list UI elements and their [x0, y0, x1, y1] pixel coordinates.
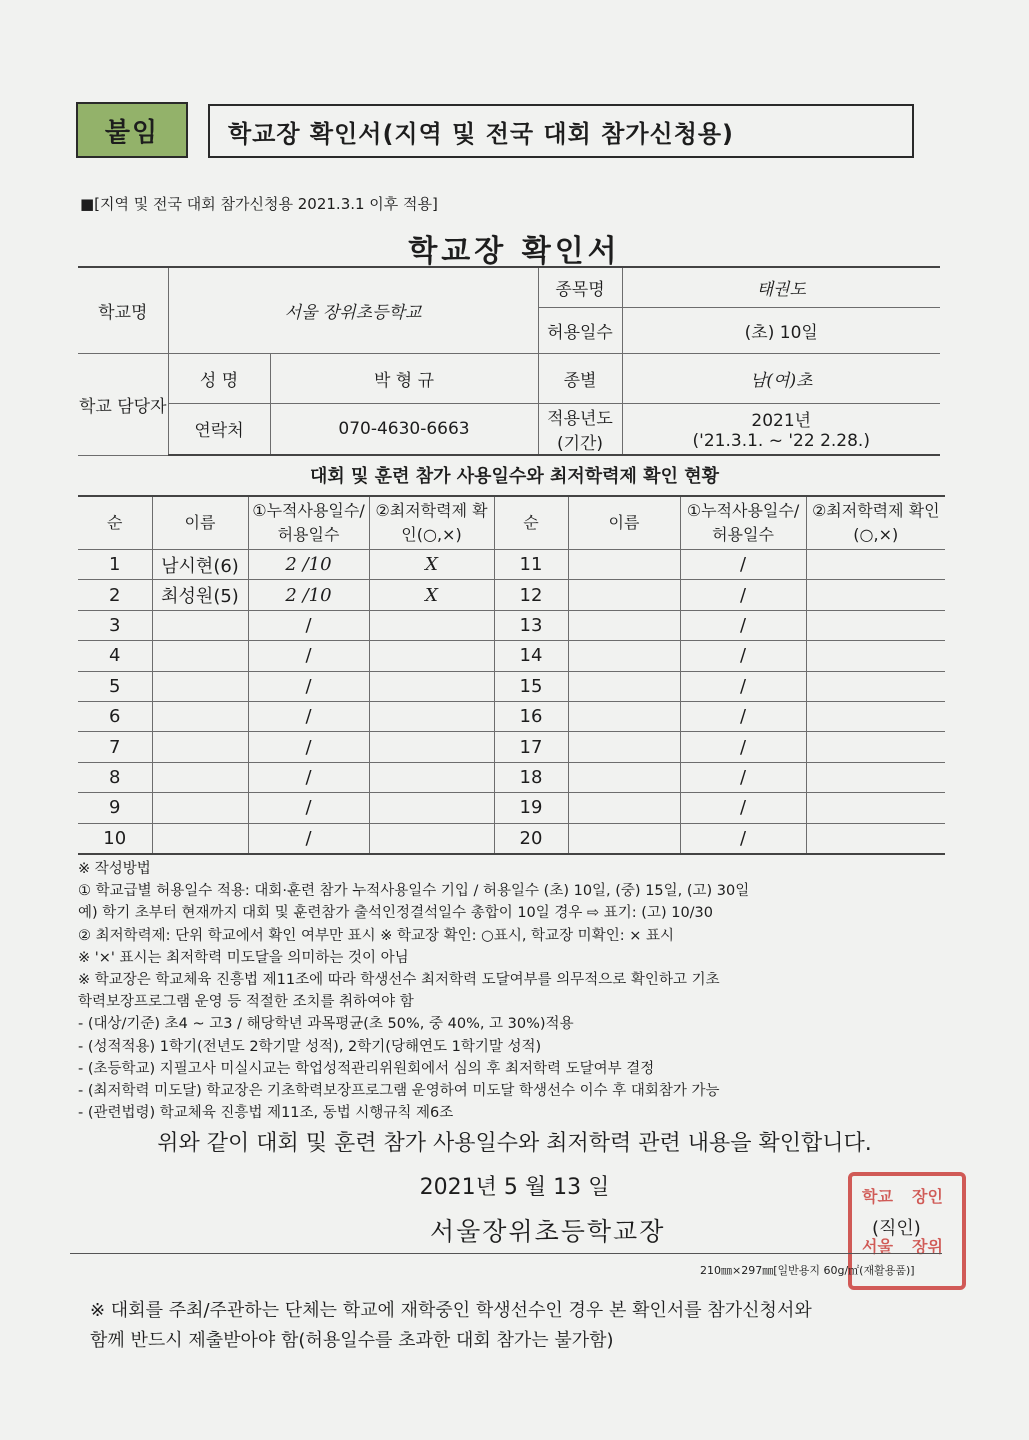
usage-days: /: [680, 610, 806, 640]
academic-check: [369, 671, 494, 701]
confirmation-statement: 위와 같이 대회 및 훈련 참가 사용일수와 최저학력 관련 내용을 확인합니다.: [157, 1131, 872, 1156]
contact-label: 연락처: [168, 403, 270, 455]
usage-days: /: [248, 641, 369, 671]
manager-label: 학교 담당자: [78, 353, 168, 455]
header-days: ①누적사용일수/허용일수: [248, 496, 369, 550]
row-number: 14: [494, 641, 568, 671]
table-row: [78, 823, 945, 854]
academic-check: [369, 732, 494, 762]
row-number: 13: [494, 610, 568, 640]
issue-date: 2021년 5 월 13 일: [419, 1175, 610, 1200]
header-check: ②최저학력제 확인(○,×): [806, 496, 945, 550]
table-row: [78, 732, 945, 762]
student-name: [152, 641, 248, 671]
usage-days: /: [680, 671, 806, 701]
usage-days: /: [680, 641, 806, 671]
student-name: [568, 671, 680, 701]
usage-days: /: [248, 823, 369, 854]
school-value: 서울 장위초등학교: [168, 267, 538, 353]
academic-check: [806, 580, 945, 610]
academic-check: X: [369, 550, 494, 580]
attachment-badge: 붙임: [76, 102, 188, 158]
row-number: 10: [78, 823, 152, 854]
student-name: [152, 823, 248, 854]
header-no: 순: [78, 496, 152, 550]
usage-days: /: [680, 823, 806, 854]
student-name: [568, 732, 680, 762]
row-number: 20: [494, 823, 568, 854]
row-number: 18: [494, 762, 568, 792]
writing-instructions: [78, 858, 958, 1124]
year-value: 2021년: [751, 411, 812, 432]
academic-check: [369, 701, 494, 731]
contact-value: 070-4630-6663: [270, 403, 538, 455]
usage-days: /: [680, 701, 806, 731]
academic-check: [369, 823, 494, 854]
student-name: 남시현(6): [152, 550, 248, 580]
year-cell: [622, 403, 940, 455]
academic-check: [806, 610, 945, 640]
row-number: 15: [494, 671, 568, 701]
application-subnote: ■[지역 및 전국 대회 참가신청용 2021.3.1 이후 적용]: [80, 195, 438, 213]
note-line: - (성적적용) 1학기(전년도 2학기말 성적), 2학기(당해연도 1학기말 성적): [78, 1038, 542, 1055]
academic-check: [369, 762, 494, 792]
manager-name-label: 성 명: [168, 353, 270, 403]
student-name: [568, 641, 680, 671]
note-line: - (초등학교) 지필고사 미실시교는 학업성적관리위원회에서 심의 후 최저학력 도달여부 결정: [78, 1060, 655, 1077]
row-number: 19: [494, 793, 568, 823]
usage-days: /: [248, 793, 369, 823]
usage-table: [78, 495, 945, 855]
usage-days: /: [680, 793, 806, 823]
student-name: [152, 793, 248, 823]
table-row: [78, 580, 945, 610]
academic-check: [806, 823, 945, 854]
student-name: [568, 823, 680, 854]
note-line: - (대상/기준) 초4 ~ 고3 / 해당학년 과목평균(초 50%, 중 40%, 고 30%)적용: [78, 1016, 574, 1033]
page-title: 학교장 확인서: [408, 234, 621, 269]
footer-notice: [90, 1296, 970, 1356]
gender-label: 종별: [538, 353, 622, 403]
academic-check: [806, 671, 945, 701]
header-check: ②최저학력제 확인(○,×): [369, 496, 494, 550]
note-line: ② 최저학력제: 단위 학교에서 확인 여부만 표시 ※ 학교장 확인: ○표시, 학교장 미확인: × 표시: [78, 927, 674, 944]
student-name: [152, 671, 248, 701]
academic-check: [806, 550, 945, 580]
student-name: [568, 762, 680, 792]
seal-label: (직인): [872, 1218, 921, 1239]
table-row: [78, 641, 945, 671]
period-value: ('21.3.1. ~ '22 2.28.): [692, 431, 870, 452]
footer-line: 함께 반드시 제출받아야 함(허용일수를 초과한 대회 참가는 불가함): [90, 1330, 614, 1351]
academic-check: [806, 641, 945, 671]
note-line: - (최저학력 미도달) 학교장은 기초학력보장프로그램 운영하여 미도달 학생선수 이수 후 대회참가 가능: [78, 1083, 720, 1100]
table-row: [78, 793, 945, 823]
table-row: [78, 671, 945, 701]
usage-days: /: [248, 701, 369, 731]
usage-days: 2 /10: [248, 580, 369, 610]
divider: [70, 1253, 942, 1254]
academic-check: [806, 732, 945, 762]
note-line: ※ 작성방법: [78, 861, 151, 877]
table-row: [78, 550, 945, 580]
row-number: 7: [78, 732, 152, 762]
academic-check: X: [369, 580, 494, 610]
student-name: 최성원(5): [152, 580, 248, 610]
row-number: 11: [494, 550, 568, 580]
academic-check: [369, 641, 494, 671]
row-number: 3: [78, 610, 152, 640]
usage-days: /: [248, 671, 369, 701]
gender-value: 남(여)초: [622, 353, 940, 403]
table-row: [78, 701, 945, 731]
paper-spec: 210㎜×297㎜[일반용지 60g/㎡(재활용품)]: [700, 1264, 915, 1277]
academic-check: [369, 610, 494, 640]
row-number: 12: [494, 580, 568, 610]
document-heading-box: 학교장 확인서(지역 및 전국 대회 참가신청용): [208, 104, 914, 158]
student-name: [568, 550, 680, 580]
sport-label: 종목명: [538, 267, 622, 307]
usage-days: 2 /10: [248, 550, 369, 580]
academic-check: [806, 762, 945, 792]
student-name: [152, 610, 248, 640]
usage-days: /: [248, 762, 369, 792]
section-title: 대회 및 훈련 참가 사용일수와 최저학력제 확인 현황: [309, 466, 719, 487]
sport-value: 태권도: [622, 267, 940, 307]
allowed-days-label: 허용일수: [538, 307, 622, 353]
student-name: [568, 701, 680, 731]
student-name: [152, 732, 248, 762]
header-name: 이름: [568, 496, 680, 550]
allowed-days-value: (초) 10일: [622, 307, 940, 353]
student-name: [152, 762, 248, 792]
official-seal-stamp: 학교 장인 서울 장위: [848, 1172, 966, 1290]
manager-name-value: 박 형 규: [270, 353, 538, 403]
row-number: 17: [494, 732, 568, 762]
row-number: 6: [78, 701, 152, 731]
principal-title: 서울장위초등학교장: [430, 1217, 666, 1246]
academic-check: [806, 701, 945, 731]
usage-days: /: [680, 732, 806, 762]
student-name: [568, 610, 680, 640]
header-no: 순: [494, 496, 568, 550]
usage-days: /: [248, 732, 369, 762]
table-row: [78, 762, 945, 792]
note-line: ① 학교급별 허용일수 적용: 대회·훈련 참가 누적사용일수 기입 / 허용일수 (초) 10일, (중) 15일, (고) 30일: [78, 883, 750, 900]
row-number: 2: [78, 580, 152, 610]
academic-check: [369, 793, 494, 823]
school-label: 학교명: [78, 267, 168, 353]
note-line: ※ 학교장은 학교체육 진흥법 제11조에 따라 학생선수 최저학력 도달여부를 의무적으로 확인하고 기초: [78, 972, 720, 989]
usage-days: /: [248, 610, 369, 640]
info-table: [78, 266, 940, 456]
row-number: 1: [78, 550, 152, 580]
row-number: 16: [494, 701, 568, 731]
note-line: ※ '×' 표시는 최저학력 미도달을 의미하는 것이 아님: [78, 949, 409, 966]
usage-days: /: [680, 580, 806, 610]
note-line: 학력보장프로그램 운영 등 적절한 조치를 취하여야 함: [78, 994, 414, 1011]
row-number: 9: [78, 793, 152, 823]
academic-check: [806, 793, 945, 823]
usage-days: /: [680, 762, 806, 792]
student-name: [568, 580, 680, 610]
note-line: - (관련법령) 학교체육 진흥법 제11조, 동법 시행규칙 제6조: [78, 1105, 454, 1122]
student-name: [152, 701, 248, 731]
row-number: 8: [78, 762, 152, 792]
table-row: [78, 610, 945, 640]
row-number: 4: [78, 641, 152, 671]
header-name: 이름: [152, 496, 248, 550]
student-name: [568, 793, 680, 823]
row-number: 5: [78, 671, 152, 701]
year-label: 적용년도 (기간): [538, 403, 622, 455]
footer-line: ※ 대회를 주최/주관하는 단체는 학교에 재학중인 학생선수인 경우 본 확인서를 참가신청서와: [90, 1300, 812, 1321]
usage-days: /: [680, 550, 806, 580]
header-days: ①누적사용일수/허용일수: [680, 496, 806, 550]
note-line: 예) 학기 초부터 현재까지 대회 및 훈련참가 출석인정결석일수 총합이 10일 경우 ⇨ 표기: (고) 10/30: [78, 905, 714, 922]
